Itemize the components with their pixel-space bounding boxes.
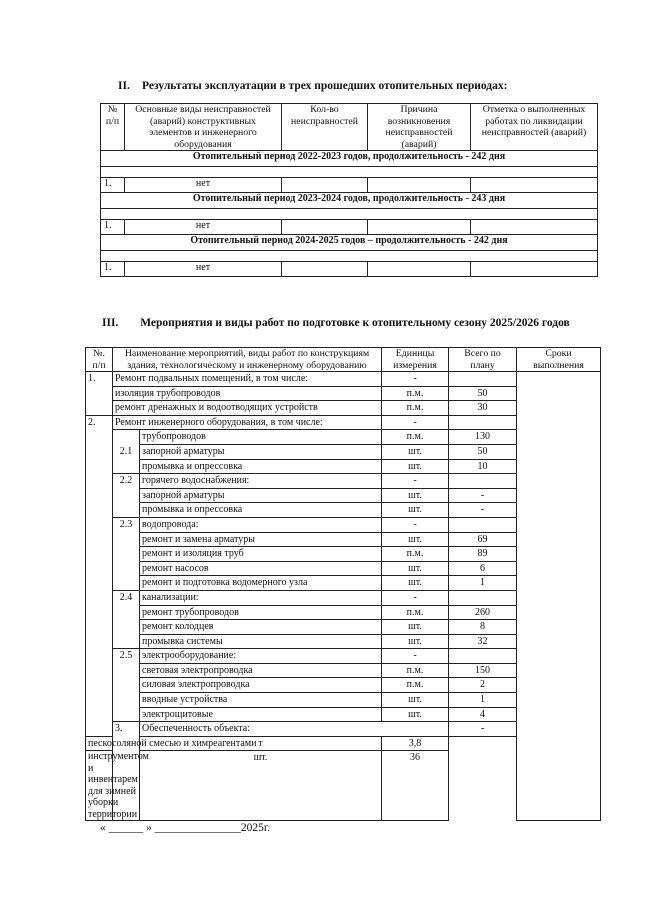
subsection-num: 2.4 <box>113 590 140 648</box>
subsection-num: 2.2 <box>113 474 140 518</box>
row-total: 2 <box>449 678 517 693</box>
row-unit: шт. <box>382 576 449 591</box>
row-total <box>449 372 517 387</box>
row-name: ремонт насосов <box>140 561 382 576</box>
row-total: 50 <box>449 386 517 401</box>
row-num: 2. <box>86 415 113 736</box>
row-total: 4 <box>449 707 517 722</box>
row-text: нет <box>125 220 282 235</box>
table-header-row <box>86 348 601 372</box>
row-unit: п.м. <box>382 663 449 678</box>
row-name: электрощитовые <box>140 707 382 722</box>
row-total: 8 <box>449 620 517 635</box>
row-name: световая электропроводка <box>140 663 382 678</box>
row-total: 36 <box>382 751 449 821</box>
row-unit: шт. <box>382 459 449 474</box>
row-total <box>449 590 517 605</box>
row-total: 130 <box>449 430 517 445</box>
section-3-heading: Мероприятия и виды работ по подготовке к отопительному сезону 2025/2026 годов <box>140 317 570 329</box>
row-name: водопровода: <box>140 517 382 532</box>
header-work-mark: Отметка о выполненных работах по ликвидации неисправностей (аварий) <box>471 104 598 151</box>
row-unit: - <box>382 415 449 430</box>
header-deadline: Сроки выполнения <box>517 348 601 372</box>
row-unit: шт. <box>382 488 449 503</box>
row-name: промывка и опрессовка <box>140 459 382 474</box>
section-3-title <box>102 317 590 330</box>
header-cause: Причина возникновения неисправностей (аварий) <box>368 104 471 151</box>
table-row <box>101 262 598 277</box>
row-total: 10 <box>449 459 517 474</box>
row-unit: п.м. <box>382 401 449 416</box>
row-unit: п.м. <box>382 605 449 620</box>
subsection-num: 2.1 <box>113 430 140 474</box>
row-name: промывка и опрессовка <box>140 503 382 518</box>
header-unit: Единицы измерения <box>382 348 449 372</box>
row-total: 1 <box>449 576 517 591</box>
row-name: ремонт и подготовка водомерного узла <box>140 576 382 591</box>
row-total: 260 <box>449 605 517 620</box>
row-unit: - <box>449 722 517 737</box>
row-total <box>449 474 517 489</box>
table-row <box>101 178 598 193</box>
row-name: ремонт и замена арматуры <box>140 532 382 547</box>
row-name: трубопроводов <box>140 430 382 445</box>
row-unit: п.м. <box>382 547 449 562</box>
row-text: нет <box>125 262 282 277</box>
row-unit: шт. <box>382 620 449 635</box>
subsection-num: 2.3 <box>113 517 140 590</box>
row-name: ремонт трубопроводов <box>140 605 382 620</box>
row-num: 1. <box>101 178 125 193</box>
header-total: Всего по плану <box>449 348 517 372</box>
row-unit: - <box>382 590 449 605</box>
row-num: 3. <box>113 722 140 821</box>
row-total: 6 <box>449 561 517 576</box>
row-total <box>449 415 517 430</box>
header-fault-count: Кол-во неисправностей <box>282 104 368 151</box>
period-title: Отопительный период 2022-2023 годов, продолжительность - 242 дня <box>101 151 598 167</box>
table-row <box>101 220 598 235</box>
section-3-number: III. <box>102 317 119 329</box>
row-unit: шт. <box>382 503 449 518</box>
row-unit: шт. <box>382 693 449 708</box>
section-2-number: II. <box>118 80 130 92</box>
header-num: № п/п <box>101 104 125 151</box>
row-name: ремонт дренажных и водоотводящих устройств <box>113 401 382 416</box>
row-name: инструментом и инвентарем для зимней уборки территории <box>86 751 140 821</box>
row-total: 3,8 <box>382 736 449 751</box>
row-total: 150 <box>449 663 517 678</box>
period-title: Отопительный период 2023-2024 годов, продолжительность - 243 дня <box>101 193 598 209</box>
row-name: электрооборудование: <box>140 649 382 664</box>
row-total: 50 <box>449 444 517 459</box>
row-unit: шт. <box>382 444 449 459</box>
row-total: 1 <box>449 693 517 708</box>
row-name: ремонт колодцев <box>140 620 382 635</box>
header-fault-types: Основные виды неисправностей (аварий) конструктивных элементов и инженерного оборудования <box>125 104 282 151</box>
row-num: 1. <box>86 372 113 416</box>
row-total: 89 <box>449 547 517 562</box>
row-unit: т <box>140 736 382 751</box>
operation-results-table <box>100 103 598 277</box>
row-name: канализации: <box>140 590 382 605</box>
row-total <box>449 517 517 532</box>
row-unit: шт. <box>382 707 449 722</box>
row-unit: - <box>382 474 449 489</box>
row-name: горячего водоснабжения: <box>140 474 382 489</box>
heating-preparation-table <box>85 347 601 821</box>
row-name: вводные устройства <box>140 693 382 708</box>
subsection-num: 2.5 <box>113 649 140 722</box>
table-header-row <box>101 104 598 151</box>
period-title: Отопительный период 2024-2025 годов – продолжительность - 242 дня <box>101 235 598 251</box>
row-total: 30 <box>449 401 517 416</box>
row-unit: п.м. <box>382 430 449 445</box>
row-total: - <box>449 503 517 518</box>
row-unit: - <box>382 372 449 387</box>
row-unit: шт. <box>382 561 449 576</box>
row-unit: - <box>382 517 449 532</box>
header-num: №. п/п <box>86 348 113 372</box>
row-name: запорной арматуры <box>140 488 382 503</box>
header-work-name: Наименование мероприятий, виды работ по конструкциям здания, технологическому и инженерному оборудованию <box>113 348 382 372</box>
row-total: 32 <box>449 634 517 649</box>
row-total <box>449 649 517 664</box>
row-text: нет <box>125 178 282 193</box>
row-unit: шт. <box>382 532 449 547</box>
row-unit: шт. <box>382 634 449 649</box>
row-unit: шт. <box>140 751 382 821</box>
row-name: Ремонт подвальных помещений, в том числе: <box>113 372 382 387</box>
row-num: 1. <box>101 262 125 277</box>
row-name: Ремонт инженерного оборудования, в том числе: <box>113 415 382 430</box>
row-name: изоляция трубопроводов <box>113 386 382 401</box>
row-unit: - <box>382 649 449 664</box>
row-total: - <box>449 488 517 503</box>
row-name: Обеспеченность объекта: <box>140 722 449 737</box>
date-line: « ______ » _______________2025г. <box>100 822 271 834</box>
row-name: силовая электропроводка <box>140 678 382 693</box>
row-num: 1. <box>101 220 125 235</box>
table-row <box>86 372 601 387</box>
row-unit: п.м. <box>382 386 449 401</box>
row-name: запорной арматуры <box>140 444 382 459</box>
row-name: пескосоляной смесью и химреагентами <box>86 736 140 751</box>
row-name: ремонт и изоляция труб <box>140 547 382 562</box>
row-unit: п.м. <box>382 678 449 693</box>
row-total: 69 <box>449 532 517 547</box>
row-name: промывка системы <box>140 634 382 649</box>
section-2-heading: Результаты эксплуатации в трех прошедших отопительных периодах: <box>142 80 508 92</box>
